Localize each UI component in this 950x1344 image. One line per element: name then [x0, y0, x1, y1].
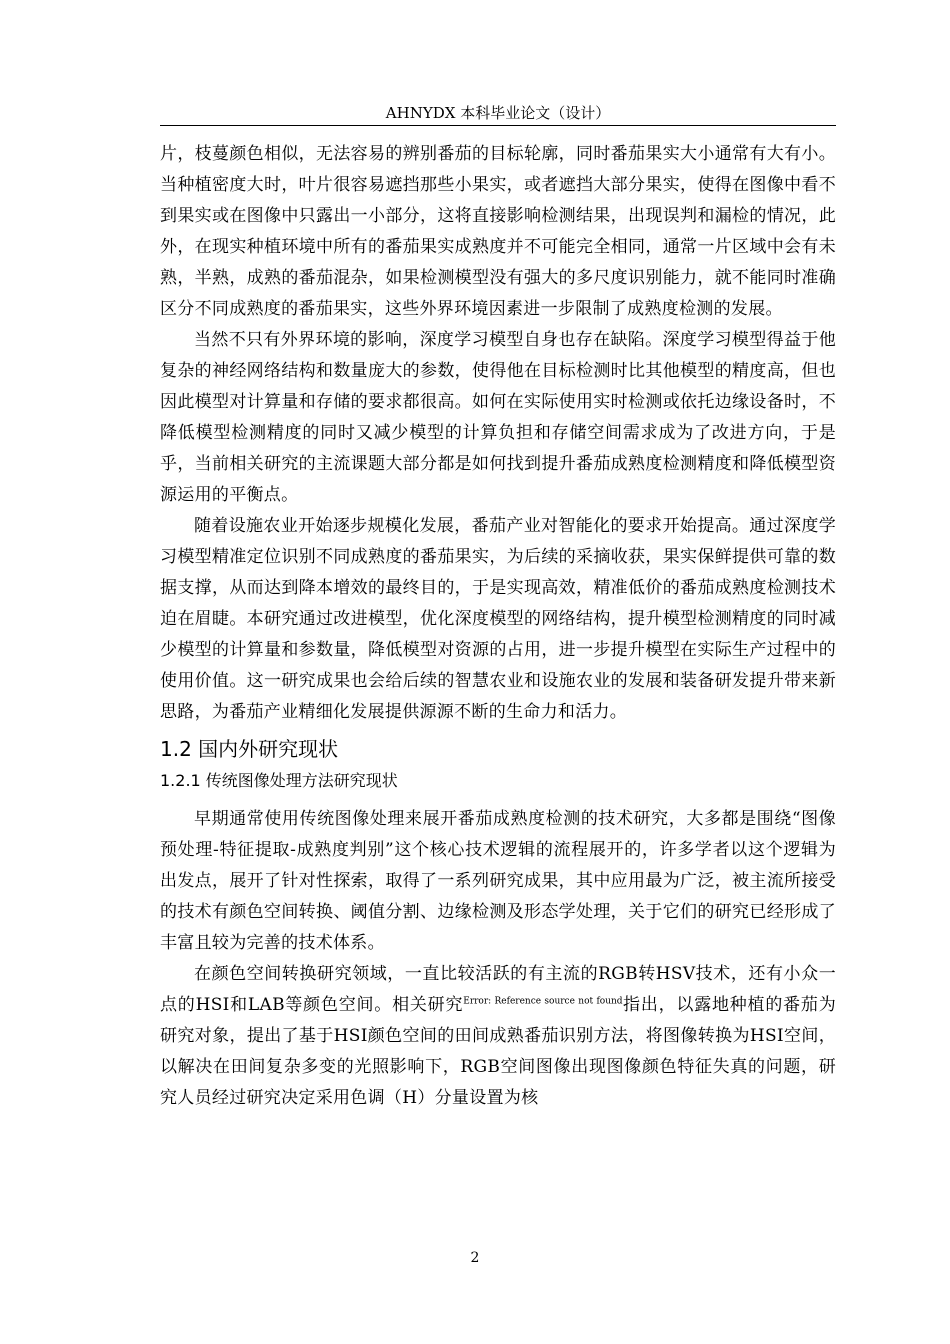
subsection-heading: 1.2.1 传统图像处理方法研究现状 — [160, 771, 398, 790]
paragraph-traditional-methods: 早期通常使用传统图像处理来展开番茄成熟度检测的技术研究，大多都是围绕“图像预处理-特征提取-成熟度判别”这个核心技术逻辑的流程展开的，许多学者以这个逻辑为出发点，展开了针对性探索，取得了一系列研究成果，其中应用最为广泛，被主流所接受的技术有颜色空间转换、阈值分割、边缘检测及形态学处理，关于它们的研究已经形成了丰富且较为完善的技术体系。 — [160, 809, 836, 953]
color-space-text-start: 在颜色空间转换研究领域，一直比较活跃的有主流的RGB转HSV技术，还有小众一点的HSI和LAB等颜色空间。相关研究 — [160, 964, 836, 1015]
paragraph-model-limitations: 当然不只有外界环境的影响，深度学习模型自身也存在缺陷。深度学习模型得益于他复杂的神经网络结构和数量庞大的参数，使得他在目标检测时比其他模型的精度高，但也因此模型对计算量和存储的要求都很高。如何在实际使用实时检测或依托边缘设备时，不降低模型检测精度的同时又减少模型的计算负担和存储空间需求成为了改进方向，于是乎，当前相关研究的主流课题大部分都是如何找到提升番茄成熟度检测精度和降低模型资源运用的平衡点。 — [160, 330, 836, 505]
page-number: 2 — [470, 1250, 480, 1266]
running-header: AHNYDX 本科毕业论文（设计） — [385, 104, 611, 122]
color-space-text-end: 指出，以露地种植的番茄为研究对象，提出了基于HSI颜色空间的田间成熟番茄识别方法，将图像转换为HSI空间，以解决在田间复杂多变的光照影响下，RGB空间图像出现图像颜色特征失真的问题，研究人员经过研究决定采用色调（H）分量设置为核 — [160, 995, 836, 1108]
page-body — [160, 139, 836, 1114]
reference-error-note: Error: Reference source not found — [463, 996, 623, 1007]
section-heading: 1.2 国内外研究现状 — [160, 737, 339, 761]
paragraph-research-significance: 随着设施农业开始逐步规模化发展，番茄产业对智能化的要求开始提高。通过深度学习模型精准定位识别不同成熟度的番茄果实，为后续的采摘收获，果实保鲜提供可靠的数据支撑，从而达到降本增效的最终目的，于是实现高效，精准低价的番茄成熟度检测技术迫在眉睫。本研究通过改进模型，优化深度模型的网络结构，提升模型检测精度的同时减少模型的计算量和参数量，降低模型对资源的占用，进一步提升模型在实际生产过程中的使用价值。这一研究成果也会给后续的智慧农业和设施农业的发展和装备研发提升带来新思路，为番茄产业精细化发展提供源源不断的生命力和活力。 — [160, 516, 836, 722]
paragraph-continued: 片，枝蔓颜色相似，无法容易的辨别番茄的目标轮廓，同时番茄果实大小通常有大有小。当种植密度大时，叶片很容易遮挡那些小果实，或者遮挡大部分果实，使得在图像中看不到果实或在图像中只露出一小部分，这将直接影响检测结果，出现误判和漏检的情况，此外，在现实种植环境中所有的番茄果实成熟度并不可能完全相同，通常一片区域中会有未熟，半熟，成熟的番茄混杂，如果检测模型没有强大的多尺度识别能力，就不能同时准确区分不同成熟度的番茄果实，这些外界环境因素进一步限制了成熟度检测的发展。 — [160, 144, 836, 319]
paragraph-color-space — [160, 959, 836, 1114]
header-rule — [160, 125, 836, 126]
